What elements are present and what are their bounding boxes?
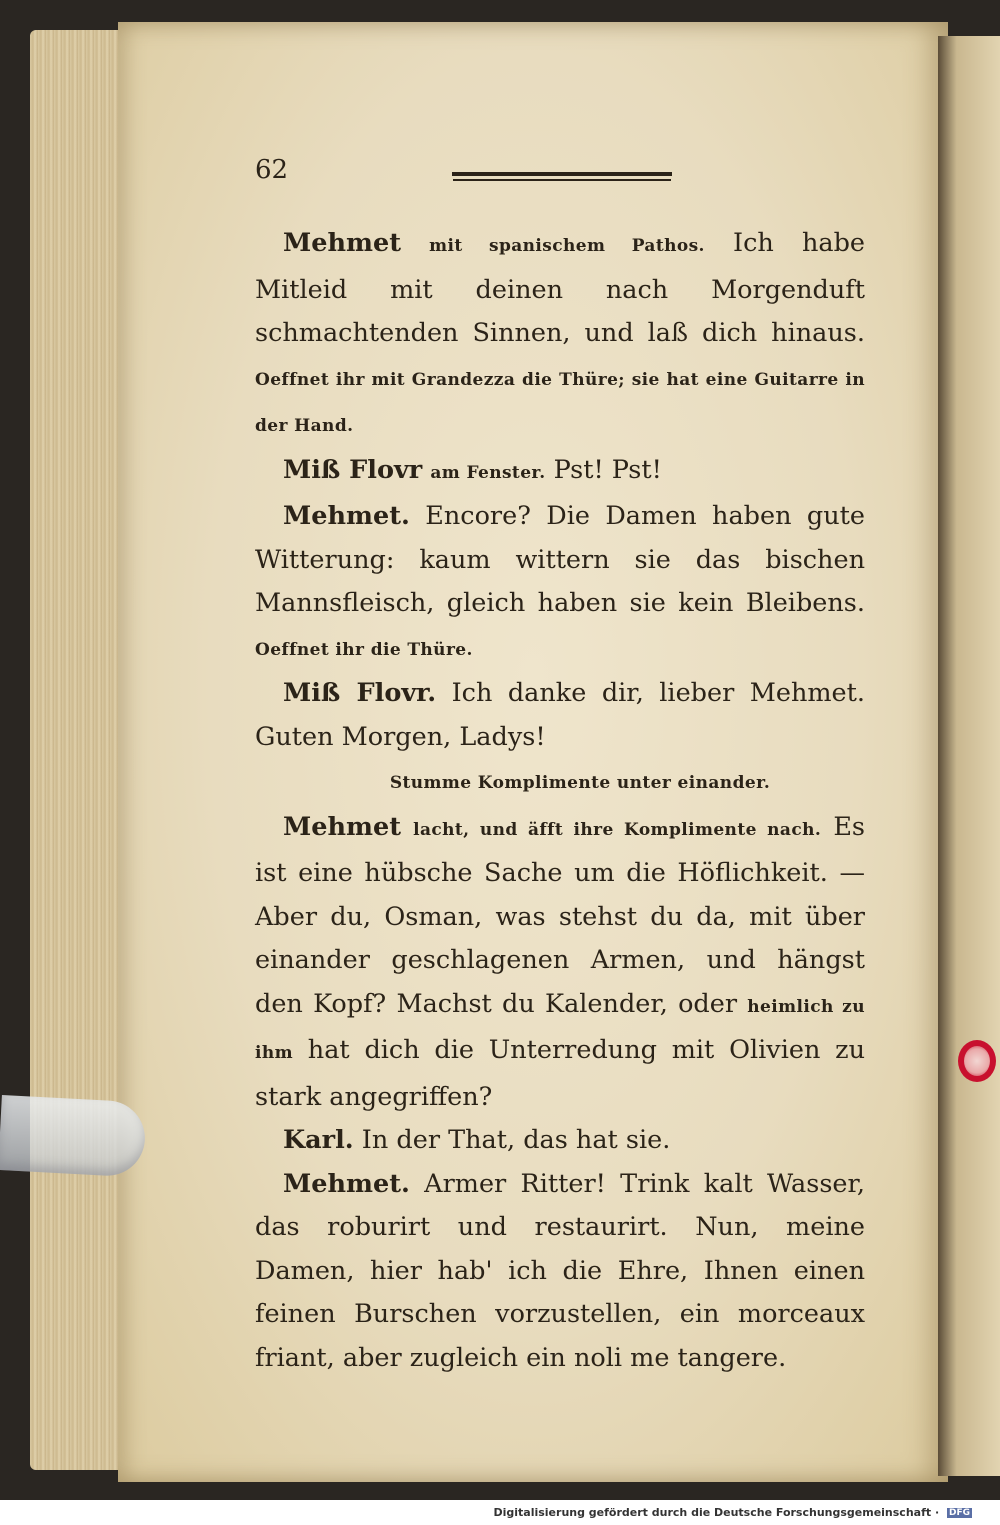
paragraph-4 — [255, 672, 865, 759]
stage-direction: lacht, und äfft ihre Komplimente nach. — [413, 819, 822, 840]
paragraph-5 — [255, 759, 865, 806]
speaker-name: Mehmet. — [283, 1168, 410, 1199]
paragraph-8 — [255, 1163, 865, 1381]
dfg-logo-icon: DFG — [948, 1508, 970, 1518]
speaker-name: Karl. — [283, 1125, 354, 1155]
paragraph-1 — [255, 222, 865, 449]
dialogue-text: Ich danke dir, lieber Mehmet. Guten Morgen, Ladys! — [255, 678, 865, 752]
stage-direction: Oeffnet ihr die Thüre. — [255, 639, 473, 660]
stage-direction: Stumme Komplimente unter einander. — [389, 773, 771, 793]
page-number: 62 — [255, 155, 289, 185]
dialogue-text: hat dich die Unterredung mit Olivien zu stark angegriffen? — [255, 1035, 865, 1112]
dialogue-text: Armer Ritter! Trink kalt Wasser, das roburirt und restaurirt. Nun, meine Damen, hier hab' ich die Ehre, Ihnen einen feinen Burschen vorzustellen, ein morceaux friant, aber zugleich ein noli me tangere. — [255, 1168, 865, 1373]
dialogue-text: Encore? Die Damen haben gute Witterung: kaum wittern sie das bischen Mannsfleisch, gleich haben sie kein Bleibens. — [255, 501, 865, 618]
library-stamp-icon — [958, 1040, 996, 1082]
page-text — [255, 222, 865, 1380]
dialogue-text: In der That, das hat sie. — [361, 1125, 671, 1155]
speaker-name: Miß Flovr. — [283, 678, 437, 708]
dialogue-text: Ich habe Mitleid mit deinen nach Morgenduft schmachtenden Sinnen, und laß dich hinaus. — [255, 228, 865, 348]
dialogue-text: Es ist eine hübsche Sache um die Höflichkeit. — Aber du, Osman, was stehst du da, mit über einander geschlagenen Armen, und hängst den Kopf? Machst du Kalender, oder — [255, 811, 866, 1019]
speaker-name: Mehmet. — [283, 501, 410, 531]
digitization-credit — [493, 1506, 972, 1519]
stage-direction: Oeffnet ihr mit Grandezza die Thüre; sie hat eine Guitarre in der Hand. — [255, 369, 865, 436]
paragraph-2 — [255, 449, 865, 496]
stage-direction: am Fenster. — [430, 462, 546, 483]
facing-page-edge — [938, 36, 1000, 1476]
speaker-name: Mehmet — [283, 811, 401, 842]
page-holder-clip — [0, 1095, 147, 1177]
page-stack-edge — [30, 30, 125, 1470]
stage-direction: mit spanischem Pathos. — [429, 236, 705, 256]
credit-text: Digitalisierung gefördert durch die Deutsche Forschungsgemeinschaft · — [493, 1506, 940, 1519]
paragraph-6 — [255, 806, 865, 1120]
paragraph-7 — [255, 1119, 865, 1163]
paragraph-3 — [255, 495, 865, 672]
speaker-name: Miß Flovr — [283, 454, 423, 485]
header-rule — [452, 172, 672, 176]
stage-direction: heimlich zu ihm — [255, 996, 865, 1063]
speaker-name: Mehmet — [283, 228, 401, 258]
dialogue-text: Pst! Pst! — [553, 454, 662, 485]
